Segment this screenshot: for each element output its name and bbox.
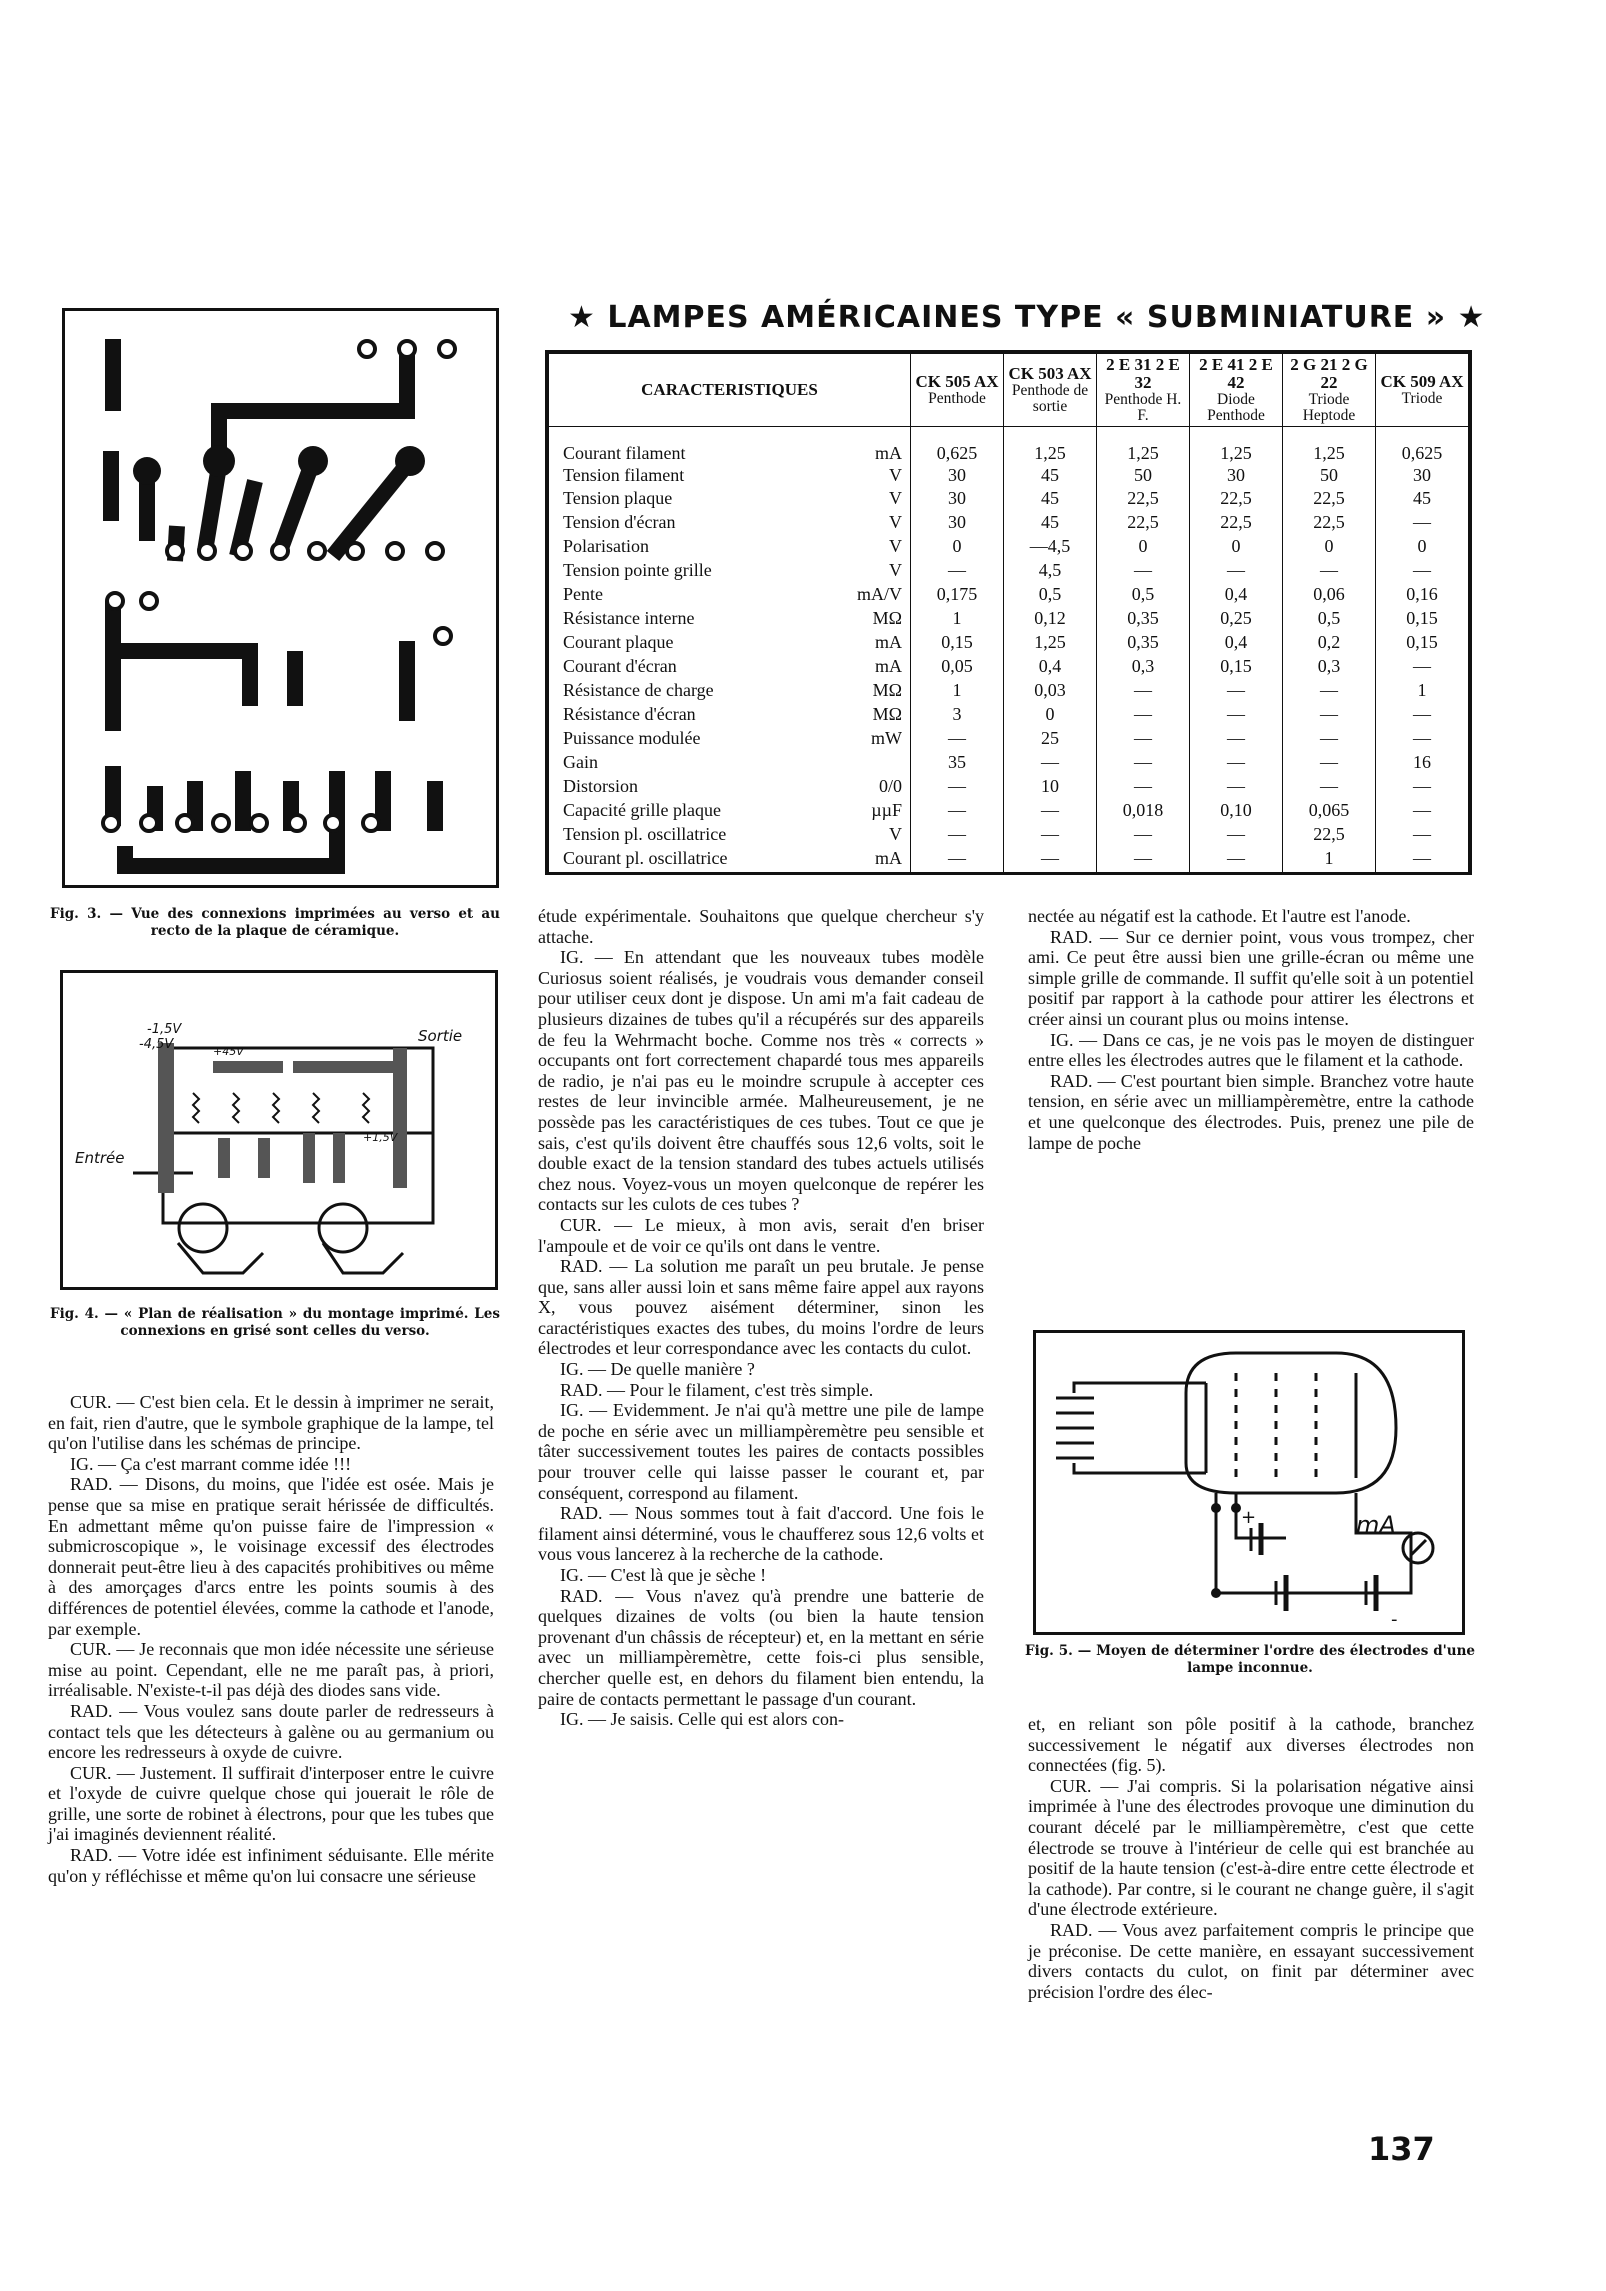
table-cell: 0,4 <box>1190 584 1283 608</box>
row-label: Pente <box>549 584 826 608</box>
row-label: Polarisation <box>549 536 826 560</box>
fig5-caption: Fig. 5. — Moyen de déterminer l'ordre des électrodes d'une lampe inconnue. <box>1025 1643 1475 1676</box>
table-row <box>549 728 1469 752</box>
table-cell: — <box>1283 680 1376 704</box>
table-cell: 0,625 <box>911 427 1004 465</box>
table-cell: 0,3 <box>1097 656 1190 680</box>
col1-paragraph: RAD. — Votre idée est infiniment séduisante. Elle mérite qu'on y réfléchisse et même qu'on lui consacre une sérieuse <box>48 1845 494 1886</box>
row-label: Courant pl. oscillatrice <box>549 848 826 872</box>
row-unit: mA <box>826 656 911 680</box>
text-column-2 <box>538 906 984 1730</box>
col-name-2: 2 E 31 2 E 32 <box>1106 355 1180 392</box>
table-cell: — <box>1283 728 1376 752</box>
table-body <box>549 427 1469 873</box>
col3-paragraph: RAD. — Vous avez parfaitement compris le principe que je préconise. De cette manière, en essayant successivement divers contacts du culot, on finit par déterminer avec précision l'ordre des élec- <box>1028 1919 1474 2002</box>
table-cell: — <box>1190 752 1283 776</box>
col3-paragraph: et, en reliant son pôle positif à la cathode, branchez successivement le négatif aux diverses électrodes non connectées (fig. 5). <box>1028 1714 1474 1776</box>
fig3-drawing <box>65 311 496 885</box>
col2-paragraph: IG. — De quelle manière ? <box>560 1359 755 1380</box>
table-cell: — <box>1097 560 1190 584</box>
table-cell: — <box>1190 848 1283 872</box>
table-cell: 1,25 <box>1004 427 1097 465</box>
table-cell: 22,5 <box>1283 824 1376 848</box>
table-row <box>549 656 1469 680</box>
col-sub-0: Penthode <box>928 390 986 407</box>
table-cell: — <box>1376 704 1469 728</box>
table-cell: — <box>1376 512 1469 536</box>
page-number: 137 <box>1368 2130 1435 2168</box>
table-cell: — <box>1376 560 1469 584</box>
table-cell: — <box>1283 752 1376 776</box>
table-cell: 0,35 <box>1097 608 1190 632</box>
table-row <box>549 584 1469 608</box>
fig4-label-v4: +1,5V <box>363 1131 398 1144</box>
col1-paragraph: CUR. — Je reconnais que mon idée nécessite une sérieuse mise au point. Cependant, elle ne me paraît pas, à priori, irréalisable. N'existe-t-il pas déjà des diodes sans vide. <box>48 1639 494 1701</box>
table-cell: 30 <box>911 488 1004 512</box>
row-label: Tension d'écran <box>549 512 826 536</box>
fig4-caption: Fig. 4. — « Plan de réalisation » du montage imprimé. Les connexions en grisé sont celles du verso. <box>50 1306 500 1339</box>
row-unit: V <box>826 512 911 536</box>
col3-paragraph: IG. — Dans ce cas, je ne vois pas le moyen de distinguer entre elles les électrodes autres que le filament et la cathode. <box>1028 1029 1474 1071</box>
row-label: Résistance d'écran <box>549 704 826 728</box>
row-label: Courant d'écran <box>549 656 826 680</box>
row-unit: 0/0 <box>826 776 911 800</box>
col-name-4: 2 G 21 2 G 22 <box>1290 355 1368 392</box>
table-cell: 0,05 <box>911 656 1004 680</box>
table-cell: 0 <box>1283 536 1376 560</box>
table-cell: 30 <box>1190 465 1283 489</box>
table-cell: — <box>1097 680 1190 704</box>
table-cell: — <box>1190 704 1283 728</box>
table-cell: 0 <box>911 536 1004 560</box>
text-column-3-bottom <box>1028 1714 1474 2002</box>
table-cell: 45 <box>1004 488 1097 512</box>
table-cell: — <box>1283 704 1376 728</box>
table-cell: 22,5 <box>1190 512 1283 536</box>
table-cell: 45 <box>1004 465 1097 489</box>
table-cell: 0 <box>1190 536 1283 560</box>
col3-paragraph: RAD. — Sur ce dernier point, vous vous trompez, cher ami. Ce peut être aussi bien une grille-écran ou même une simple grille de commande. Il suffit qu'elle soit à un potentiel positif par rapport à la cathode pour attirer les électrons et créer ainsi un courant plus ou moins intense. <box>1028 926 1474 1029</box>
table-cell: — <box>1190 680 1283 704</box>
table-cell: 45 <box>1004 512 1097 536</box>
row-label: Courant filament <box>549 427 826 465</box>
row-label: Distorsion <box>549 776 826 800</box>
row-unit <box>826 752 911 776</box>
row-label: Résistance interne <box>549 608 826 632</box>
table-row <box>549 512 1469 536</box>
table-cell: — <box>1004 848 1097 872</box>
table-cell: — <box>1097 848 1190 872</box>
table-cell: 0,065 <box>1283 800 1376 824</box>
row-unit: V <box>826 488 911 512</box>
row-label: Gain <box>549 752 826 776</box>
row-unit: MΩ <box>826 680 911 704</box>
table-cell: — <box>911 824 1004 848</box>
characteristics-table <box>545 350 1472 875</box>
table-row <box>549 800 1469 824</box>
fig4-label-v3: +45V <box>213 1045 244 1058</box>
table-cell: 0,03 <box>1004 680 1097 704</box>
col-name-5: CK 509 AX <box>1380 372 1464 391</box>
fig5-label-plus: + <box>1241 1507 1257 1528</box>
table-cell: — <box>1190 560 1283 584</box>
col-name-0: CK 505 AX <box>915 372 999 391</box>
table-cell: 25 <box>1004 728 1097 752</box>
col2-paragraph: IG. — Evidemment. Je n'ai qu'à mettre une pile de lampe de poche en série avec un milliampèremètre peu sensible et tâter successivement toutes les paires de contacts possibles pour trouver celle qui laisse passer le courant et, par conséquent, correspond au filament. <box>538 1400 984 1503</box>
table-row <box>549 776 1469 800</box>
table-cell: — <box>1376 800 1469 824</box>
table-cell: 0 <box>1097 536 1190 560</box>
table-cell: 1,25 <box>1004 632 1097 656</box>
row-unit: MΩ <box>826 704 911 728</box>
table-cell: — <box>1376 824 1469 848</box>
table-cell: 30 <box>1376 465 1469 489</box>
fig4-drawing <box>63 973 495 1287</box>
table-cell: 35 <box>911 752 1004 776</box>
col2-paragraph: RAD. — Vous n'avez qu'à prendre une batterie de quelques dizaines de volts (ou bien la haute tension provenant d'un châssis de récepteur) et, en la mettant en série avec un milliampèremètre, cette fois-ci plus sensible, chercher quelle est, en dehors du filament bien entendu, la paire de contacts permettant le passage d'un courant. <box>538 1585 984 1709</box>
table-cell: 0,2 <box>1283 632 1376 656</box>
table-cell: 1,25 <box>1190 427 1283 465</box>
table-cell: 1 <box>1283 848 1376 872</box>
row-unit: µµF <box>826 800 911 824</box>
row-unit: V <box>826 560 911 584</box>
col2-paragraph: CUR. — Le mieux, à mon avis, serait d'en briser l'ampoule et de voir ce qu'ils ont dans le ventre. <box>538 1214 984 1256</box>
table-row <box>549 704 1469 728</box>
table-cell: — <box>911 776 1004 800</box>
table-cell: — <box>1190 728 1283 752</box>
row-unit: MΩ <box>826 608 911 632</box>
table-cell: 0,018 <box>1097 800 1190 824</box>
table-cell: 0,15 <box>1376 632 1469 656</box>
col-name-1: CK 503 AX <box>1008 364 1092 383</box>
table-cell: 1 <box>911 680 1004 704</box>
table-row <box>549 752 1469 776</box>
table-cell: 10 <box>1004 776 1097 800</box>
table-cell: 0,16 <box>1376 584 1469 608</box>
col3-paragraph: nectée au négatif est la cathode. Et l'autre est l'anode. <box>1028 906 1411 926</box>
fig4-label-sortie: Sortie <box>418 1027 463 1045</box>
table-cell: — <box>1097 776 1190 800</box>
table-row <box>549 848 1469 872</box>
row-label: Tension pointe grille <box>549 560 826 584</box>
table-cell: 50 <box>1097 465 1190 489</box>
table-cell: — <box>911 560 1004 584</box>
table-cell: — <box>1283 776 1376 800</box>
table-cell: 22,5 <box>1097 512 1190 536</box>
page-title: ★ LAMPES AMÉRICAINES TYPE « SUBMINIATURE » ★ <box>568 300 1486 335</box>
row-unit: mA <box>826 848 911 872</box>
table-cell: 22,5 <box>1283 512 1376 536</box>
table-cell: 0,35 <box>1097 632 1190 656</box>
table-row <box>549 465 1469 489</box>
row-unit: V <box>826 824 911 848</box>
col1-paragraph: IG. — Ça c'est marrant comme idée !!! <box>70 1453 352 1474</box>
table-cell: 0,15 <box>1190 656 1283 680</box>
col-sub-2: Penthode H. F. <box>1104 391 1182 424</box>
table-cell: 22,5 <box>1097 488 1190 512</box>
table-cell: — <box>1376 776 1469 800</box>
row-unit: mA/V <box>826 584 911 608</box>
table-cell: 16 <box>1376 752 1469 776</box>
table-cell: — <box>1376 728 1469 752</box>
table-cell: 0,4 <box>1004 656 1097 680</box>
col1-paragraph: RAD. — Vous voulez sans doute parler de redresseurs à contact tels que les détecteurs à galène ou au germanium ou encore les redresseurs à oxyde de cuivre. <box>48 1700 494 1763</box>
fig4-label-entree: Entrée <box>75 1149 125 1167</box>
row-label: Capacité grille plaque <box>549 800 826 824</box>
fig5-label-ma: mA <box>1356 1511 1396 1539</box>
col3-paragraph: RAD. — C'est pourtant bien simple. Branchez votre haute tension, en série avec un milliampèremètre, entre la cathode et une quelconque des électrodes. Puis, prenez une pile de lampe de poche <box>1028 1070 1474 1153</box>
table-cell: 0,5 <box>1283 608 1376 632</box>
col3-paragraph: CUR. — J'ai compris. Si la polarisation négative ainsi imprimée à l'une des électrodes provoque une diminution du courant décelé par le milliampèremètre, c'est que cette électrode se trouve à l'intérieur de celle qui est branchée au positif de la haute tension (c'est-à-dire entre cette électrode et la cathode). Par contre, si le courant ne change guère, il s'agit d'une électrode extérieure. <box>1028 1775 1474 1920</box>
table-row <box>549 608 1469 632</box>
table-cell: — <box>1097 752 1190 776</box>
table-cell: — <box>911 848 1004 872</box>
table-cell: 0,15 <box>911 632 1004 656</box>
table-cell: — <box>911 728 1004 752</box>
table-cell: 0,12 <box>1004 608 1097 632</box>
col2-paragraph: RAD. — Pour le filament, c'est très simple. <box>560 1379 874 1400</box>
table-cell: 1,25 <box>1097 427 1190 465</box>
table-cell: 0,5 <box>1004 584 1097 608</box>
text-column-1 <box>48 1392 494 1886</box>
table-cell: 0,625 <box>1376 427 1469 465</box>
table-cell: 0,175 <box>911 584 1004 608</box>
fig3-caption: Fig. 3. — Vue des connexions imprimées au verso et au recto de la plaque de céramique. <box>50 906 500 939</box>
table-cell: 3 <box>911 704 1004 728</box>
table-cell: 0,25 <box>1190 608 1283 632</box>
table-cell: — <box>911 800 1004 824</box>
table-row <box>549 488 1469 512</box>
fig3-printed-circuit <box>62 308 499 888</box>
table-cell: 45 <box>1376 488 1469 512</box>
table-header-label: CARACTERISTIQUES <box>549 354 911 427</box>
table-cell: — <box>1283 560 1376 584</box>
row-label: Puissance modulée <box>549 728 826 752</box>
table-cell: — <box>1004 752 1097 776</box>
col-name-3: 2 E 41 2 E 42 <box>1199 355 1273 392</box>
table-cell: — <box>1376 656 1469 680</box>
table-cell: —4,5 <box>1004 536 1097 560</box>
row-unit: mA <box>826 632 911 656</box>
table-cell: 50 <box>1283 465 1376 489</box>
table-cell: 0,4 <box>1190 632 1283 656</box>
table-cell: 0 <box>1376 536 1469 560</box>
table-row <box>549 632 1469 656</box>
table-cell: — <box>1004 824 1097 848</box>
table-cell: 0,5 <box>1097 584 1190 608</box>
col2-paragraph: IG. — C'est là que je sèche ! <box>560 1565 767 1585</box>
fig4-label-v1: -1,5V <box>147 1022 182 1037</box>
col-sub-5: Triode <box>1401 390 1443 407</box>
table-cell: 0,15 <box>1376 608 1469 632</box>
col2-paragraph: étude expérimentale. Souhaitons que quelque chercheur s'y attache. <box>538 906 984 947</box>
table-row <box>549 427 1469 465</box>
row-unit: V <box>826 465 911 489</box>
table-cell: 1 <box>911 608 1004 632</box>
fig4-label-v2: -4,5V <box>139 1037 174 1052</box>
fig5-electrode-test <box>1033 1330 1465 1635</box>
table-cell: 22,5 <box>1283 488 1376 512</box>
table-row <box>549 536 1469 560</box>
table-cell: 1 <box>1376 680 1469 704</box>
table-cell: — <box>1376 848 1469 872</box>
table-cell: — <box>1097 824 1190 848</box>
row-label: Tension plaque <box>549 488 826 512</box>
row-unit: V <box>826 536 911 560</box>
table-row <box>549 560 1469 584</box>
col1-paragraph: RAD. — Disons, du moins, que l'idée est osée. Mais je pense que sa mise en pratique serait hérissée de difficultés. En admettant même qu'on puisse faire de l'impression « submicroscopique », le voisinage excessif des électrodes donnerait peut-être lieu à des capacités prohibitives ou même à des amorçages d'arcs entre les points soumis à des différences de potentiel élevées, comme la cathode et l'anode, par exemple. <box>48 1474 494 1639</box>
table-cell: 22,5 <box>1190 488 1283 512</box>
row-unit: mA <box>826 427 911 465</box>
text-column-3-top <box>1028 906 1474 1153</box>
col-sub-3: Diode Penthode <box>1207 391 1265 424</box>
col1-paragraph: CUR. — Justement. Il suffirait d'interposer entre le cuivre et l'oxyde de cuivre quelque chose qui jouerait le rôle de grille, une sorte de robinet à électrons, pour que les tubes que j'ai imaginés deviennent réalité. <box>48 1762 494 1845</box>
table-cell: 30 <box>911 465 1004 489</box>
table-cell: — <box>1190 776 1283 800</box>
fig4-realization-plan <box>60 970 498 1290</box>
table-cell: — <box>1097 728 1190 752</box>
col-sub-1: Penthode de sortie <box>1011 382 1089 415</box>
table-cell: — <box>1190 824 1283 848</box>
row-label: Courant plaque <box>549 632 826 656</box>
row-label: Tension pl. oscillatrice <box>549 824 826 848</box>
table-cell: 0,3 <box>1283 656 1376 680</box>
table-row <box>549 680 1469 704</box>
col2-paragraph: IG. — Je saisis. Celle qui est alors con- <box>560 1709 844 1730</box>
table-cell: 30 <box>911 512 1004 536</box>
col2-paragraph: RAD. — Nous sommes tout à fait d'accord. Une fois le filament ainsi déterminé, vous le chaufferez sous 12,6 volts et vous vous lancerez à la recherche de la cathode. <box>538 1503 984 1565</box>
table-cell: — <box>1097 704 1190 728</box>
col-sub-4: Triode Heptode <box>1302 391 1356 424</box>
table-cell: 4,5 <box>1004 560 1097 584</box>
fig5-drawing <box>1036 1333 1462 1632</box>
table-cell: 1,25 <box>1283 427 1376 465</box>
fig5-label-minus: - <box>1391 1609 1398 1630</box>
table-cell: — <box>1004 800 1097 824</box>
row-unit: mW <box>826 728 911 752</box>
col2-paragraph: IG. — En attendant que les nouveaux tubes modèle Curiosus soient réalisés, je voudrais vous demander conseil pour utiliser ceux dont je dispose. Un ami m'a fait cadeau de plusieurs dizaines de tubes qu'il a récupérés sur des appareils de feu la Wehrmacht boche. Comme nos très « corrects » occupants ont fort correctement chapardé tous mes appareils de radio, je n'ai pas eu le moindre scrupule à accepter ces restes de leur invincible armée. Malheureusement, je ne possède pas les caractéristiques de ces tubes. Tout ce que je sais, c'est qu'ils doivent être chauffés sous 12,6 volts, soit le double exact de la tension standard des tubes actuels utilisés chez nous. Voyez-vous un moyen quelconque de repérer les contacts sur les culots de ces tubes ? <box>538 947 984 1215</box>
table-row <box>549 824 1469 848</box>
table-cell: 0 <box>1004 704 1097 728</box>
col1-paragraph: CUR. — C'est bien cela. Et le dessin à imprimer ne serait, en fait, rien d'autre, que le symbole graphique de la lampe, tel qu'on l'utilise dans les schémas de principe. <box>48 1392 494 1454</box>
col2-paragraph: RAD. — La solution me paraît un peu brutale. Je pense que, sans aller aussi loin et sans même faire appel aux rayons X, vous pouvez aisément déterminer, sinon les caractéristiques exactes des tubes, du moins l'ordre de leurs électrodes et leur correspondance avec les contacts du culot. <box>538 1256 984 1359</box>
row-label: Résistance de charge <box>549 680 826 704</box>
table-cell: 0,10 <box>1190 800 1283 824</box>
row-label: Tension filament <box>549 465 826 489</box>
table-cell: 0,06 <box>1283 584 1376 608</box>
